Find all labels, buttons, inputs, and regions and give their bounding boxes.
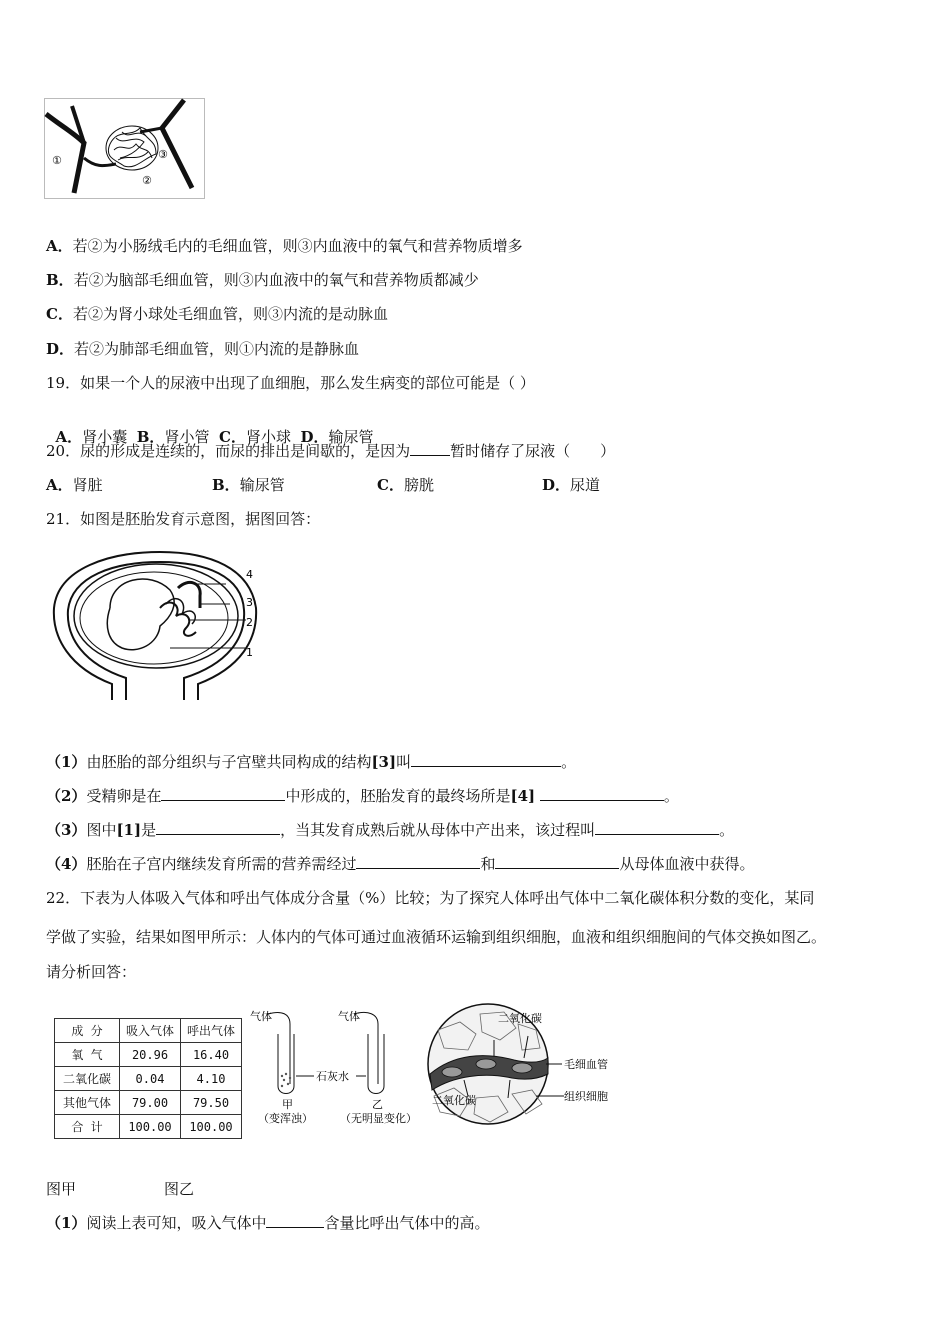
q21-sub4: （4）胚胎在子宫内继续发育所需的营养需经过 和 从母体血液中获得。 [46,855,755,873]
q20-option-a: A．肾脏 [46,476,103,494]
table-row: 合 计 100.00 100.00 [55,1115,242,1139]
tissue-cell-label: 组织细胞 [564,1090,608,1103]
gas-composition-table [54,1018,242,1139]
table-header: 成 分 [55,1019,120,1043]
q21-sub3-blank-2[interactable] [595,820,719,835]
tube-jia-note: （变浑浊） [258,1112,313,1125]
embryo-development-figure [50,548,270,708]
q18-option-c: C．若②为肾小球处毛细血管，则③内流的是动脉血 [46,305,388,323]
q18-option-d: D．若②为肺部毛细血管，则①内流的是静脉血 [46,340,360,358]
table-header: 吸入气体 [120,1019,181,1043]
limewater-label: 石灰水 [316,1070,349,1083]
q21-stem: 21．如图是胚胎发育示意图，据图回答： [46,510,321,528]
q22-sub1: （1）阅读上表可知，吸入气体中 含量比呼出气体中的高。 [46,1214,490,1232]
q18-label-1: ① [52,154,62,167]
q21-label-2: 2 [246,616,253,629]
gas-label-a: 气体 [250,1010,272,1023]
q20-blank[interactable] [410,441,450,456]
q21-sub2-blank-1[interactable] [161,786,285,801]
table-row: 其他气体 79.00 79.50 [55,1091,242,1115]
caption-yi: 图乙 [164,1180,195,1198]
q18-option-b: B．若②为脑部毛细血管，则③内血液中的氧气和营养物质都减少 [46,271,479,289]
q18-option-a: A．若②为小肠绒毛内的毛细血管，则③内血液中的氧气和营养物质增多 [46,237,523,255]
q21-label-3: 3 [246,596,253,609]
table-header: 呼出气体 [181,1019,242,1043]
q22-line-1: 22．下表为人体吸入气体和呼出气体成分含量（%）比较；为了探究人体呼出气体中二氧化碳体积分数的变化，某同 [46,889,815,907]
q20-stem: 20．尿的形成是连续的，而尿的排出是间歇的，是因为 暂时储存了尿液（ ） [46,442,616,460]
q21-sub2: （2）受精卵是在 中形成的，胚胎发育的最终场所是[4] 。 [46,787,679,805]
q22-line-3: 请分析回答： [46,963,137,981]
q19-stem: 19．如果一个人的尿液中出现了血细胞，那么发生病变的部位可能是（ ） [46,374,535,392]
q22-sub1-blank[interactable] [266,1213,324,1228]
table-row: 二氧化碳 0.04 4.10 [55,1067,242,1091]
gas-label-b: 气体 [338,1010,360,1023]
q21-sub3: （3）图中[1]是 ，当其发育成熟后就从母体中产出来，该过程叫 。 [46,821,735,839]
q21-sub3-blank-1[interactable] [156,820,280,835]
caption-jia: 图甲 [46,1180,77,1198]
q21-sub2-blank-2[interactable] [540,786,664,801]
q19-options: A．肾小囊 B．肾小管 C．肾小球 D．输尿管 [55,428,374,446]
table-row: 氧 气 20.96 16.40 [55,1043,242,1067]
capillary-label: 毛细血管 [564,1058,608,1071]
co2-label-top: 二氧化碳 [498,1012,542,1025]
q18-label-3: ③ [158,148,168,161]
table-header-row [55,1019,242,1043]
q21-label-4: 4 [246,568,253,581]
tissue-gas-exchange-figure [424,1000,620,1132]
capillary-network-figure [44,98,208,200]
q20-option-b: B．输尿管 [212,476,285,494]
test-tube-figure [248,1004,420,1132]
q18-label-2: ② [142,174,152,187]
q21-sub4-blank-2[interactable] [495,854,619,869]
q21-sub4-blank-1[interactable] [356,854,480,869]
q20-option-c: C．膀胱 [377,476,434,494]
q21-label-1: 1 [246,646,253,659]
q22-line-2: 学做了实验，结果如图甲所示：人体内的气体可通过血液循环运输到组织细胞，血液和组织细胞间的气体交换如图乙。 [46,928,827,946]
co2-label-bottom: 二氧化碳 [432,1094,476,1107]
tube-yi-label: 乙 [372,1098,383,1111]
q21-sub1-blank[interactable] [411,752,561,767]
tube-jia-label: 甲 [282,1098,293,1111]
tube-yi-note: （无明显变化） [340,1112,417,1125]
q20-option-d: D．尿道 [542,476,601,494]
q21-sub1: （1）由胚胎的部分组织与子宫壁共同构成的结构[3]叫 。 [46,753,577,771]
